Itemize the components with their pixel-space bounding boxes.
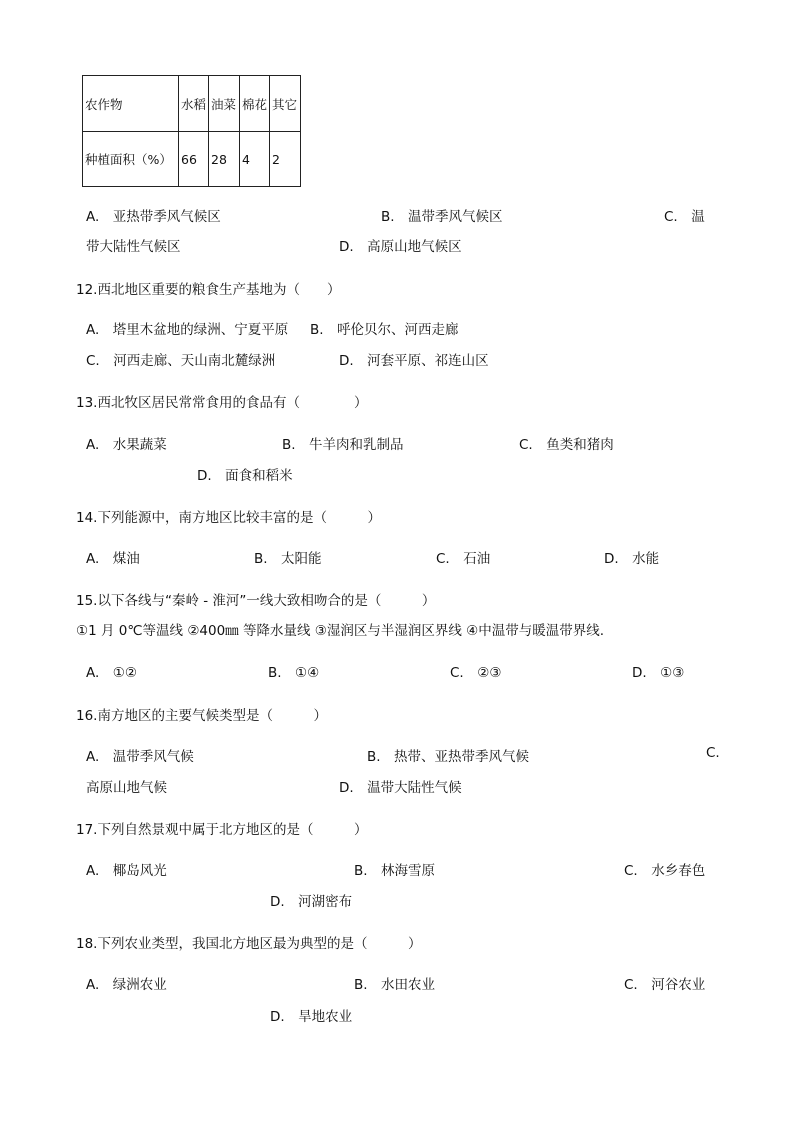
crop-area-table <box>82 75 301 187</box>
q16-option-b: B. 热带、亚热带季风气候 <box>367 749 530 765</box>
q16-option-d: D. 温带大陆性气候 <box>339 780 462 796</box>
q12-option-c: C. 河西走廊、天山南北麓绿洲 <box>86 353 276 369</box>
q11-option-c-part1: C. 温 <box>664 209 705 225</box>
q11-option-d: D. 高原山地气候区 <box>339 239 462 255</box>
q14-option-c: C. 石油 <box>436 551 491 567</box>
q18-option-d: D. 旱地农业 <box>270 1009 353 1025</box>
question-12-stem: 12.西北地区重要的粮食生产基地为（ ） <box>76 282 341 298</box>
q13-option-d: D. 面食和稻米 <box>197 468 293 484</box>
question-15-statement: ①1 月 0℃等温线 ②400㎜ 等降水量线 ③湿润区与半湿润区界线 ④中温带与暖温带界线. <box>76 623 605 639</box>
q17-option-b: B. 林海雪原 <box>354 863 436 879</box>
q15-option-c: C. ②③ <box>450 665 502 681</box>
q18-option-a: A. 绿洲农业 <box>86 977 167 993</box>
q16-option-c-part1: C. <box>706 745 720 761</box>
question-17-stem: 17.下列自然景观中属于北方地区的是（ ） <box>76 822 368 838</box>
q15-option-d: D. ①③ <box>632 665 685 681</box>
q15-option-b: B. ①④ <box>268 665 320 681</box>
table-cell: 2 <box>270 132 301 187</box>
q11-option-c-part2: 带大陆性气候区 <box>86 239 181 255</box>
q17-option-d: D. 河湖密布 <box>270 894 353 910</box>
table-header-row <box>83 76 301 132</box>
q14-option-a: A. 煤油 <box>86 551 140 567</box>
q14-option-b: B. 太阳能 <box>254 551 322 567</box>
question-16-stem: 16.南方地区的主要气候类型是（ ） <box>76 708 327 724</box>
table-header-cell: 其它 <box>270 76 301 132</box>
question-14-stem: 14.下列能源中，南方地区比较丰富的是（ ） <box>76 510 381 526</box>
q12-option-d: D. 河套平原、祁连山区 <box>339 353 489 369</box>
q16-option-a: A. 温带季风气候 <box>86 749 194 765</box>
table-cell: 4 <box>240 132 270 187</box>
table-header-cell: 棉花 <box>240 76 270 132</box>
q18-option-b: B. 水田农业 <box>354 977 436 993</box>
q17-option-a: A. 椰岛风光 <box>86 863 167 879</box>
table-cell: 66 <box>179 132 209 187</box>
q16-option-c-part2: 高原山地气候 <box>86 780 167 796</box>
q17-option-c: C. 水乡春色 <box>624 863 706 879</box>
table-header-cell: 水稻 <box>179 76 209 132</box>
question-13-stem: 13.西北牧区居民常常食用的食品有（ ） <box>76 395 368 411</box>
q13-option-a: A. 水果蔬菜 <box>86 437 167 453</box>
q11-option-a: A. 亚热带季风气候区 <box>86 209 221 225</box>
q11-option-b: B. 温带季风气候区 <box>381 209 503 225</box>
q12-option-a: A. 塔里木盆地的绿洲、宁夏平原 <box>86 322 289 338</box>
q13-option-c: C. 鱼类和猪肉 <box>519 437 614 453</box>
q14-option-d: D. 水能 <box>604 551 660 567</box>
table-row <box>83 132 301 187</box>
q13-option-b: B. 牛羊肉和乳制品 <box>282 437 404 453</box>
q12-option-b: B. 呼伦贝尔、河西走廊 <box>310 322 459 338</box>
q18-option-c: C. 河谷农业 <box>624 977 706 993</box>
table-header-cell: 油菜 <box>209 76 240 132</box>
q15-option-a: A. ①② <box>86 665 137 681</box>
table-row-label: 种植面积（%） <box>83 132 179 187</box>
question-18-stem: 18.下列农业类型，我国北方地区最为典型的是（ ） <box>76 936 422 952</box>
table-cell: 28 <box>209 132 240 187</box>
question-15-stem: 15.以下各线与“秦岭 - 淮河”一线大致相吻合的是（ ） <box>76 593 436 609</box>
table-header-cell: 农作物 <box>83 76 179 132</box>
